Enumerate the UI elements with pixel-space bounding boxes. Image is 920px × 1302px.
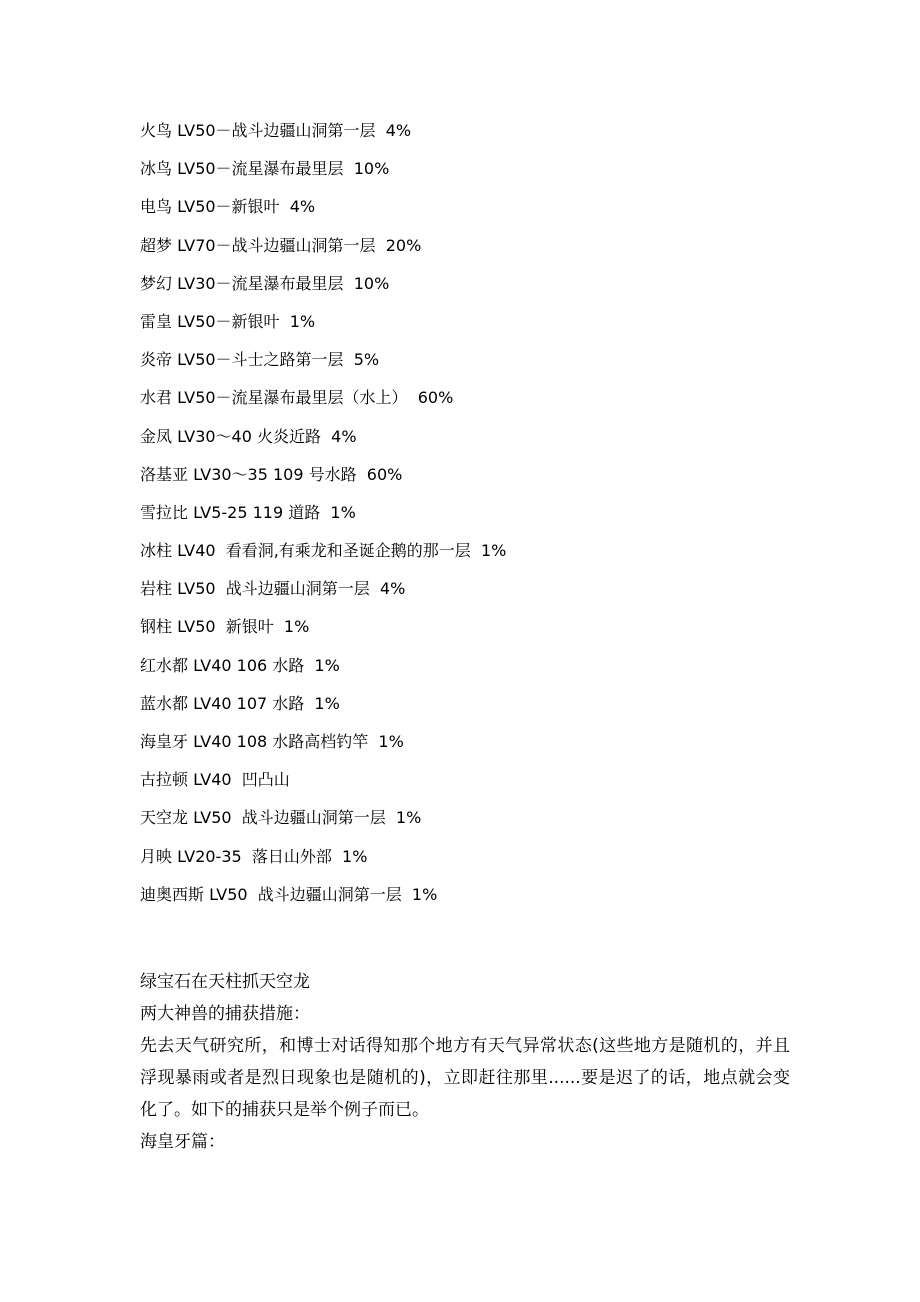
list-item: 火鸟 LV50－战斗边疆山洞第一层 4% bbox=[140, 121, 412, 140]
list-item: 炎帝 LV50－斗士之路第一层 5% bbox=[140, 350, 380, 370]
list-item: 冰柱 LV40 看看洞,有乘龙和圣诞企鹅的那一层 1% bbox=[140, 541, 507, 561]
list-item: 天空龙 LV50 战斗边疆山洞第一层 1% bbox=[140, 808, 422, 828]
note-heading-capture-method: 两大神兽的捕获措施： bbox=[140, 1004, 310, 1024]
list-item: 金凤 LV30～40 火炎近路 4% bbox=[140, 426, 357, 446]
list-item: 雪拉比 LV5-25 119 道路 1% bbox=[140, 502, 356, 522]
list-item: 水君 LV50－流星瀑布最里层（水上） 60% bbox=[140, 388, 454, 408]
list-item: 超梦 LV70－战斗边疆山洞第一层 20% bbox=[140, 235, 422, 255]
list-item: 迪奥西斯 LV50 战斗边疆山洞第一层 1% bbox=[140, 884, 438, 904]
list-item: 冰鸟 LV50－流星瀑布最里层 10% bbox=[140, 159, 390, 179]
list-item: 梦幻 LV30－流星瀑布最里层 10% bbox=[140, 273, 390, 293]
note-paragraph-weather: 先去天气研究所，和博士对话得知那个地方有天气异常状态(这些地方是随机的，并且浮现暴雨或者是烈日现象也是随机的)，立即赶往那里......要是迟了的话，地点就会变化了。如下的捕获只是举个例子而已。 bbox=[140, 1036, 790, 1120]
list-item: 海皇牙 LV40 108 水路高档钓竿 1% bbox=[140, 732, 404, 751]
note-heading-kyogre: 海皇牙篇： bbox=[140, 1132, 225, 1152]
list-item: 古拉顿 LV40 凹凸山 bbox=[140, 770, 290, 790]
pokemon-location-list bbox=[140, 118, 840, 920]
list-item: 蓝水都 LV40 107 水路 1% bbox=[140, 693, 340, 713]
capture-notes bbox=[140, 966, 790, 1158]
list-item: 钢柱 LV50 新银叶 1% bbox=[140, 617, 310, 637]
note-emerald-rayquaza: 绿宝石在天柱抓天空龙 bbox=[140, 972, 310, 992]
list-item: 月映 LV20-35 落日山外部 1% bbox=[140, 846, 368, 866]
list-item: 电鸟 LV50－新银叶 4% bbox=[140, 197, 316, 217]
list-item: 红水都 LV40 106 水路 1% bbox=[140, 655, 340, 675]
list-item: 洛基亚 LV30～35 109 号水路 60% bbox=[140, 464, 403, 484]
list-item: 岩柱 LV50 战斗边疆山洞第一层 4% bbox=[140, 579, 406, 599]
list-item: 雷皇 LV50－新银叶 1% bbox=[140, 311, 316, 331]
